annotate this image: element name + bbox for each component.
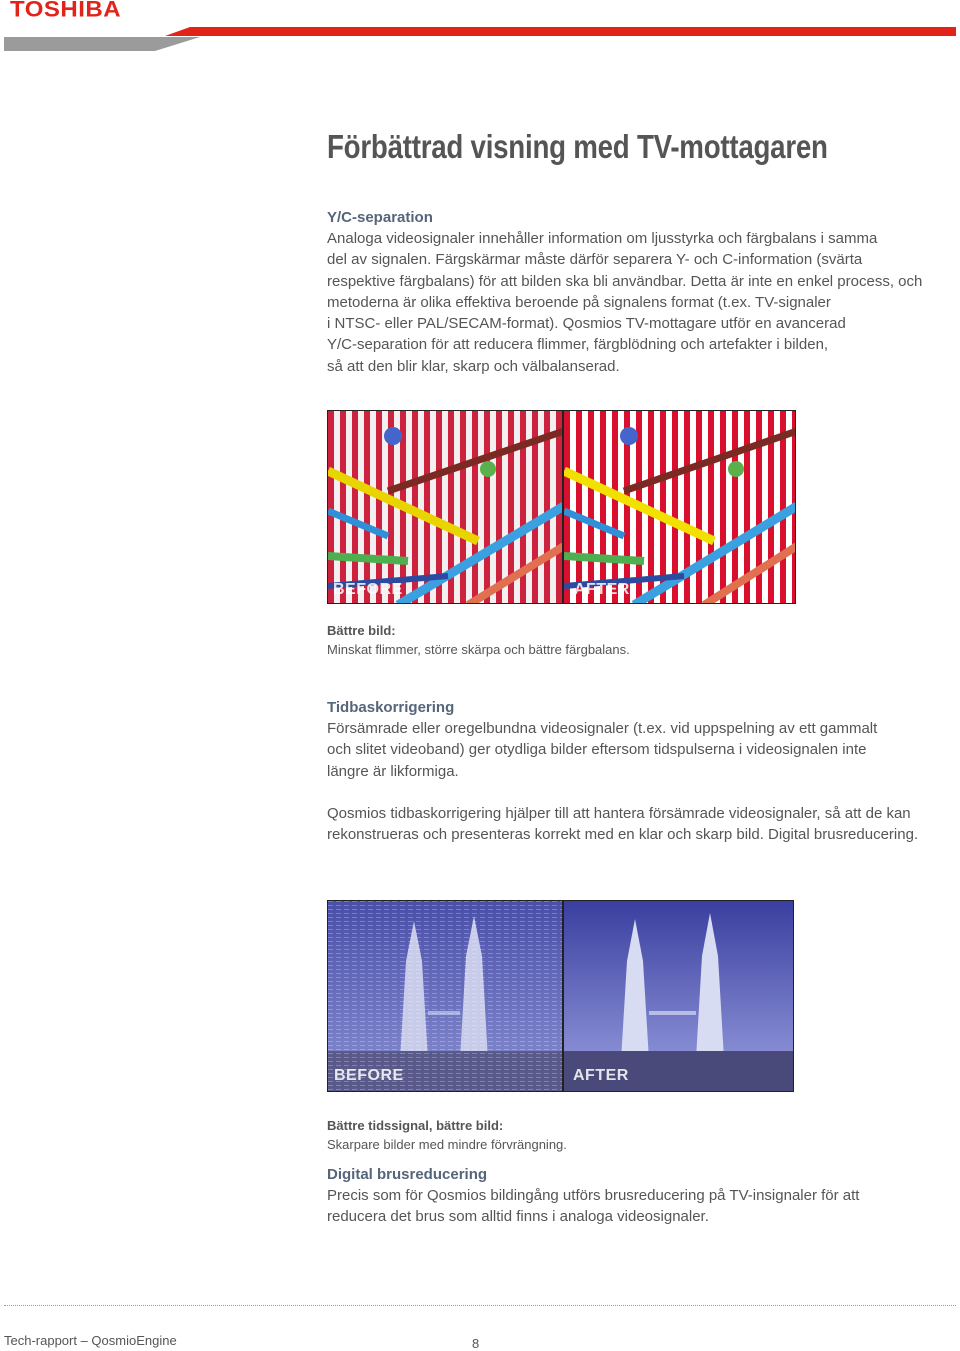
towers-after-label: AFTER (573, 1067, 629, 1084)
yc-body: Analoga videosignaler innehåller information om ljusstyrka och färgbalans i samma del av signalen. Färgskärmar måste därför separera Y- och C-information (svärta respektive färgbalans) för att bilden ska bli användbar. Detta är inte en enkel process, och metoderna är olika effektiva beroende på signalens format (t.ex. TV-signaler i NTSC- eller PAL/SECAM-format). Qosmios TV-mottagare utför en avancerad Y/C-separation för att reducera flimmer, färgblödning och artefakter i bilden, så att den blir klar, skarp och välbalanserad. (327, 230, 923, 375)
pencils-before-label: BEFORE (333, 581, 403, 598)
page-number: 8 (472, 1336, 480, 1351)
footer-divider (4, 1305, 956, 1306)
caption2-title: Bättre tidssignal, bättre bild: (327, 1118, 504, 1133)
caption2-text: Skarpare bilder med mindre förvrängning. (327, 1137, 567, 1152)
caption-better-picture (327, 621, 957, 659)
dnr-body: Precis som för Qosmios bildingång utförs brusreducering på TV-insignaler för att reducera det brus som alltid finns i analoga videosignaler. (327, 1187, 860, 1226)
tbc-body1: Försämrade eller oregelbundna videosignaler (t.ex. vid uppspelning av ett gammalt och slitet videoband) ger otydliga bilder eftersom tidspulserna i videosignalen inte längre är likformiga. (327, 720, 878, 780)
towers-before-photo (327, 900, 563, 1092)
dnr-section (327, 1164, 957, 1228)
pencils-after-photo (563, 410, 796, 604)
pencils-before-photo (327, 410, 563, 604)
dnr-heading: Digital brusreducering (327, 1166, 488, 1183)
yc-section (327, 207, 957, 377)
caption-better-timing (327, 1116, 957, 1154)
tbc-heading: Tidbaskorrigering (327, 699, 455, 716)
tbc-body2: Qosmios tidbaskorrigering hjälper till att hantera försämrade videosignaler, så att de kan rekonstrueras och presenteras korrekt med en klar och skarp bild. Digital brusreducering. (327, 804, 919, 844)
header-stripe (0, 24, 960, 52)
caption1-title: Bättre bild: (327, 623, 396, 638)
tbc-section (327, 697, 957, 845)
page-title: Förbättrad visning med TV-mottagaren (327, 128, 828, 165)
footer-doc-title: Tech-rapport – QosmioEngine (4, 1333, 177, 1348)
towers-before-label: BEFORE (334, 1067, 404, 1084)
pencils-after-label: AFTER (574, 581, 630, 598)
caption1-text: Minskat flimmer, större skärpa och bättre färgbalans. (327, 642, 630, 657)
toshiba-logo: TOSHIBA (10, 0, 122, 23)
towers-after-photo (563, 900, 794, 1092)
yc-heading: Y/C-separation (327, 209, 433, 226)
